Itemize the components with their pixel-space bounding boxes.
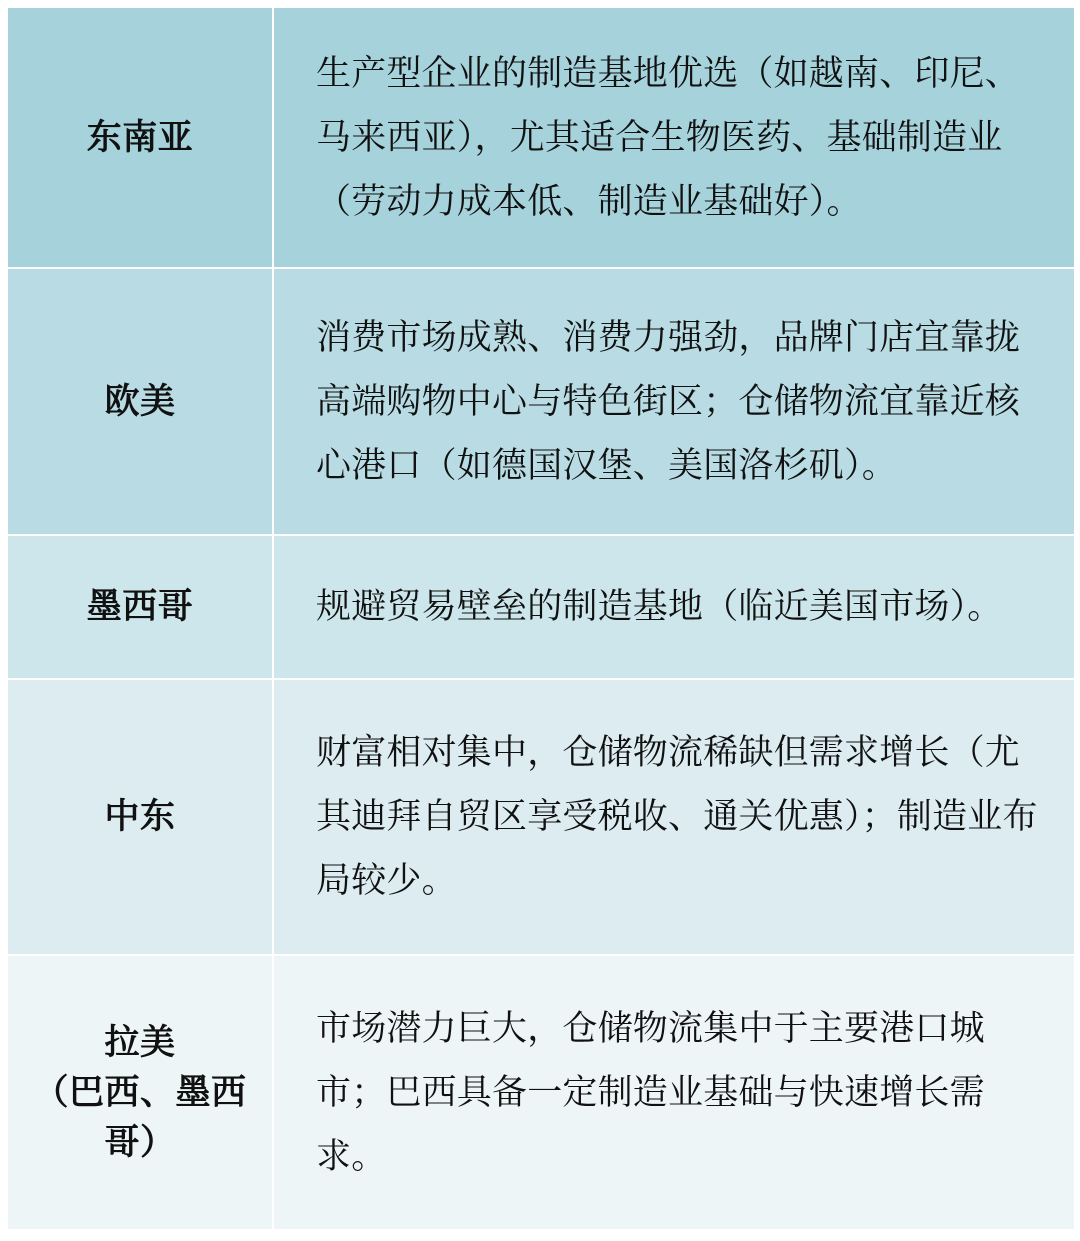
description-cell-southeast-asia	[274, 8, 1074, 267]
region-description: 市场潜力巨大，仓储物流集中于主要港口城市；巴西具备一定制造业基础与快速增长需求。	[316, 1008, 985, 1177]
region-table	[8, 8, 1072, 1229]
region-description: 消费市场成熟、消费力强劲，品牌门店宜靠拢高端购物中心与特色街区；仓储物流宜靠近核心港口（如德国汉堡、美国洛杉矶）。	[316, 317, 1021, 486]
region-description: 财富相对集中，仓储物流稀缺但需求增长（尤其迪拜自贸区享受税收、通关优惠）；制造业布局较少。	[316, 733, 1038, 901]
region-label: 东南亚	[86, 117, 194, 158]
region-description: 规避贸易壁垒的制造基地（临近美国市场）。	[316, 587, 1003, 627]
region-description: 生产型企业的制造基地优选（如越南、印尼、马来西亚），尤其适合生物医药、基础制造业（劳动力成本低、制造业基础好）。	[316, 53, 1021, 222]
description-cell-mexico	[274, 536, 1074, 678]
region-cell-europe-america	[8, 269, 272, 534]
region-cell-middle-east	[8, 680, 272, 954]
description-cell-middle-east	[274, 680, 1074, 954]
region-sublabel: （巴西、墨西哥）	[33, 1072, 247, 1163]
description-cell-europe-america	[274, 269, 1074, 534]
region-label: 拉美	[104, 1022, 176, 1063]
region-cell-mexico	[8, 536, 272, 678]
region-cell-southeast-asia	[8, 8, 272, 267]
description-cell-latin-america	[274, 956, 1074, 1229]
region-cell-latin-america	[8, 956, 272, 1229]
region-label: 墨西哥	[86, 587, 194, 627]
region-label: 欧美	[104, 381, 176, 422]
region-label: 中东	[104, 797, 176, 837]
